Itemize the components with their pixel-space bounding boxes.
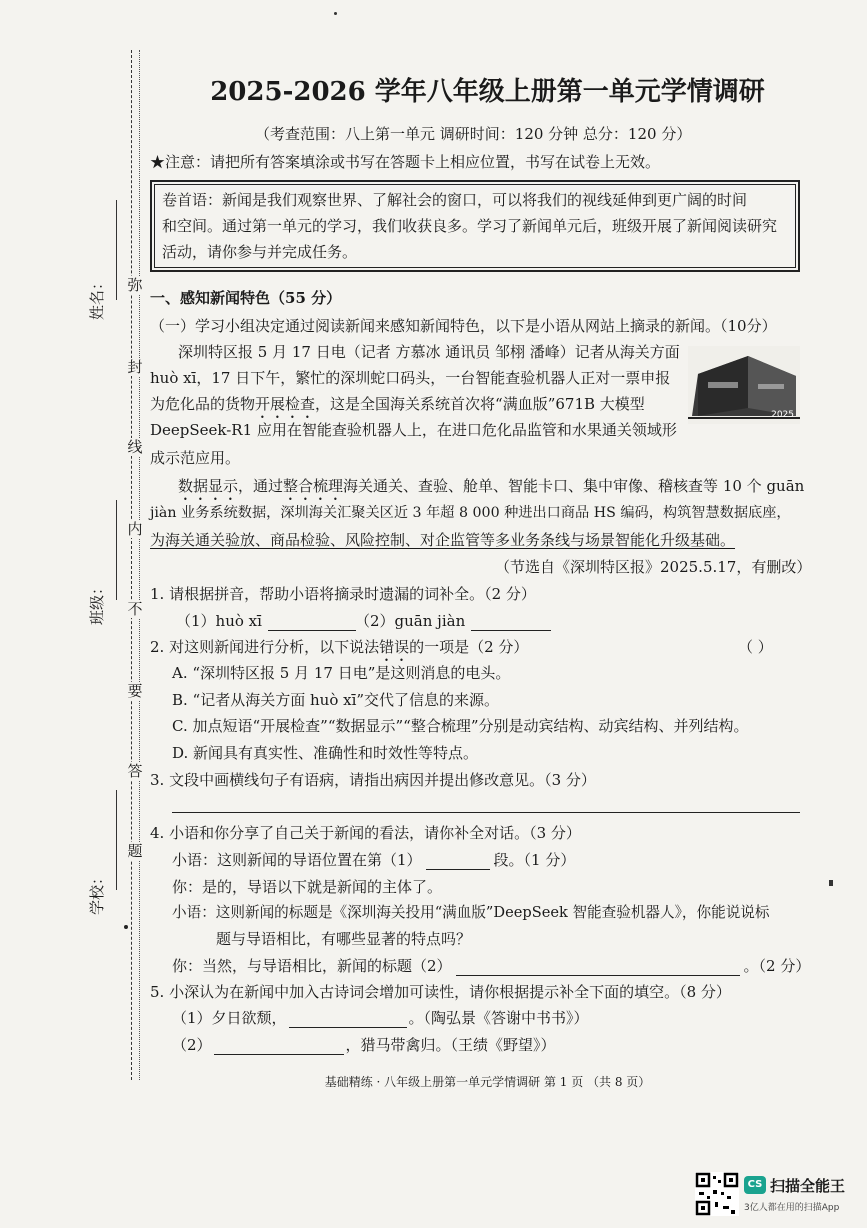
scanner-app-badge: CS: [744, 1176, 766, 1194]
q2-answer-paren[interactable]: （ ）: [738, 638, 773, 656]
intro-line-1: 卷首语：新闻是我们观察世界、了解社会的窗口，可以将我们的视线延伸到更广阔的时间: [162, 191, 748, 209]
exam-info: （考查范围：八上第一单元 调研时间：120 分钟 总分：120 分）: [255, 125, 692, 143]
q5-text: （2）: [172, 1036, 212, 1054]
q4-text: 你：当然，与导语相比，新闻的标题（2）: [172, 957, 452, 975]
q2-stem-text: 2. 对这则新闻进行分析，以下说法: [150, 638, 380, 656]
news-p1-line1: 深圳特区报 5 月 17 日电（记者 方慕冰 通讯员 邹栩 潘峰）记者从海关方面: [178, 343, 680, 361]
news-p1-line4: DeepSeek-R1 应用在智能查验机器人上，在进口危化品监管和水果通关领域形: [150, 421, 677, 439]
q4-text: 小语：这则新闻的导语位置在第（1）: [172, 851, 422, 869]
q4-line-5: [172, 956, 810, 976]
news-p2-line2: jiàn 业务系统数据，深圳海关汇聚关区近 3 年超 8 000 种进出口商品 HS 编码，构筑智慧数据底座，: [150, 505, 791, 521]
q4-text: 。（2 分）: [743, 957, 811, 975]
q5-blank-2[interactable]: [214, 1038, 344, 1055]
section-heading: 一、感知新闻特色（55 分）: [150, 289, 342, 307]
school-label: 学校：: [88, 869, 106, 915]
q1-blank-2[interactable]: [471, 614, 551, 631]
q4-text: 段。（1 分）: [493, 851, 576, 869]
q1-stem: 1. 请根据拼音，帮助小语将摘录时遗漏的词补全。（2 分）: [150, 585, 536, 603]
q4-line-1: [172, 850, 575, 870]
news-p1-line3: [150, 394, 645, 422]
q2-stem-text: 的一项是（2 分）: [409, 638, 529, 656]
news-text: ，通过: [238, 477, 284, 495]
school-field[interactable]: [116, 790, 117, 890]
binding-char-8: 题: [127, 842, 143, 860]
binding-char-3: 线: [127, 438, 143, 456]
news-text: 为危化品的货物: [150, 395, 256, 413]
q5-stem: 5. 小深认为在新闻中加入古诗词会增加可读性，请你根据提示补全下面的填空。（8 分）: [150, 983, 731, 1001]
q5-text: 。（陶弘景《答谢中书书》）: [408, 1009, 589, 1027]
q4-stem: 4. 小语和你分享了自己关于新闻的看法，请你补全对话。（3 分）: [150, 824, 581, 842]
q1-answer-2: [355, 611, 551, 631]
binding-char-6: 要: [127, 682, 143, 700]
intro-line-3: 活动，请你参与并完成任务。: [162, 243, 358, 261]
intro-line-2: 和空间。通过第一单元的学习，我们收获良多。学习了新闻单元后，班级开展了新闻阅读研究: [162, 217, 778, 235]
q4-blank-1[interactable]: [426, 853, 490, 870]
news-source: （节选自《深圳特区报》2025.5.17，有删改）: [495, 558, 812, 576]
intro-box: [150, 180, 800, 272]
q5-line-2: [172, 1035, 556, 1055]
q1-label-2: （2）guān jiàn: [355, 612, 466, 630]
news-text: ，这是全国海关系统首次将“满血版”671B 大模型: [315, 395, 645, 413]
name-label: 姓名：: [88, 274, 106, 320]
q4-line-3: 小语：这则新闻的标题是《深圳海关投用“满血版”DeepSeek 智能查验机器人》，你能说说标: [172, 904, 770, 921]
q1-answer-1: [176, 611, 356, 631]
news-text: 海关通关、查验、舱单、智能卡口、集中审像、稽核查等 10 个 guān: [343, 477, 805, 495]
q1-blank-1[interactable]: [268, 614, 356, 631]
binding-line-outer: [131, 50, 132, 1080]
q2-option-b: B. “记者从海关方面 huò xī”交代了信息的来源。: [172, 691, 500, 709]
news-photo: [688, 346, 800, 424]
q3-stem: 3. 文段中画横线句子有语病，请指出病因并提出修改意见。（3 分）: [150, 771, 596, 789]
binding-char-2: 封: [127, 358, 143, 376]
q1-label-1: （1）huò xī: [176, 612, 262, 630]
page-title: 2025-2026 学年八年级上册第一单元学情调研: [210, 77, 765, 107]
binding-line-inner: [139, 50, 140, 1080]
page-footer: 基础精练 · 八年级上册第一单元学情调研 第 1 页 （共 8 页）: [324, 1075, 651, 1089]
part-heading: （一）学习小组决定通过阅读新闻来感知新闻特色，以下是小语从网站上摘录的新闻。（10分）: [150, 317, 777, 335]
q2-stem-emphasis: 错误: [379, 638, 410, 656]
scanner-app-brand: 扫描全能王: [770, 1177, 846, 1195]
binding-char-7: 答: [127, 762, 143, 780]
q2-option-a: A. “深圳特区报 5 月 17 日电”是这则消息的电头。: [172, 664, 511, 682]
q5-text: ，猎马带禽归。（王绩《野望》）: [345, 1036, 556, 1054]
q2-option-d: D. 新闻具有真实性、准确性和时效性等特点。: [172, 744, 479, 762]
news-p1-line5: 成示范应用。: [150, 449, 241, 467]
qr-code-icon: [695, 1172, 739, 1216]
scanner-app-tagline: 3亿人都在用的扫描App: [744, 1203, 840, 1213]
photo-caption: 2025: [771, 410, 794, 420]
notice: ★注意：请把所有答案填涂或书写在答题卡上相应位置，书写在试卷上无效。: [150, 153, 661, 171]
news-p1-line2: huò xī，17 日下午，繁忙的深圳蛇口码头，一台智能查验机器人正对一票申报: [150, 369, 671, 387]
binding-char-1: 弥: [127, 276, 143, 294]
name-field[interactable]: [116, 200, 117, 300]
class-label: 班级：: [88, 579, 106, 625]
news-underlined-sentence: 为海关通关验放、商品检验、风险控制、对企监管等多业务条线与场景智能化升级基础。: [150, 531, 736, 549]
scan-speck: [829, 880, 833, 886]
q3-answer-line[interactable]: [172, 812, 800, 813]
q5-blank-1[interactable]: [289, 1011, 407, 1028]
binding-char-4: 内: [127, 520, 143, 538]
q4-line-4: 题与导语相比，有哪些显著的特点吗？: [216, 930, 472, 948]
binding-char-5: 不: [127, 600, 143, 618]
q4-line-2: 你：是的，导语以下就是新闻的主体了。: [172, 878, 443, 896]
news-dotted-phrase: 开展检查: [255, 395, 316, 413]
q4-blank-2[interactable]: [456, 959, 740, 976]
binding-dot: [124, 925, 128, 929]
scan-speck: [334, 12, 337, 15]
q2-stem: [150, 637, 528, 665]
class-field[interactable]: [116, 500, 117, 600]
q5-text: （1）夕日欲颓，: [172, 1009, 287, 1027]
news-p2-line1: [178, 476, 804, 504]
q2-option-c: C. 加点短语“开展检查”“数据显示”“整合梳理”分别是动宾结构、动宾结构、并列结构。: [172, 717, 749, 735]
news-dotted-phrase: 整合梳理: [283, 477, 344, 495]
news-dotted-phrase: 数据显示: [178, 477, 239, 495]
q5-line-1: [172, 1008, 589, 1028]
